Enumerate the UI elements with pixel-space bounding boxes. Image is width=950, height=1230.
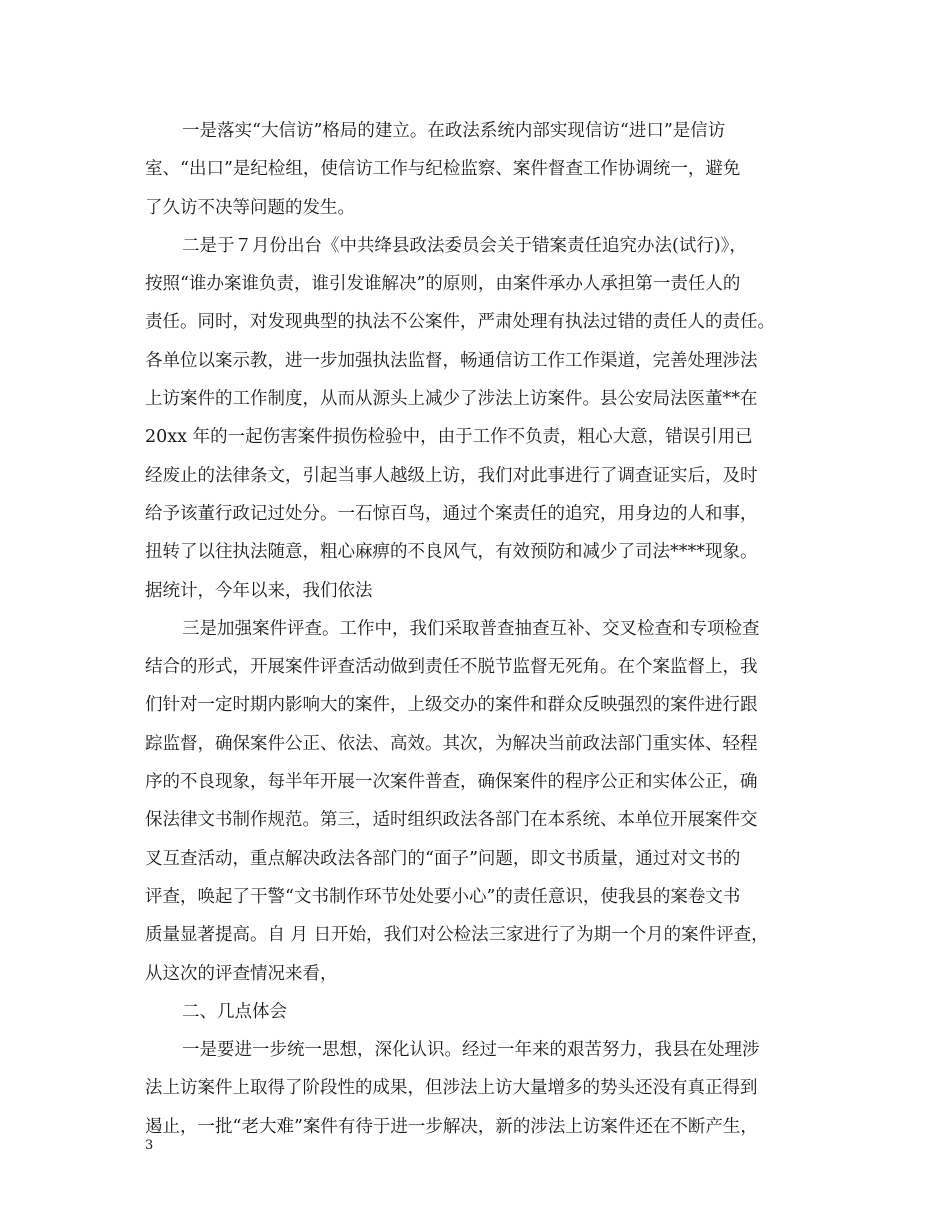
paragraph-line: 按照“谁办案谁负责，谁引发谁解决”的原则，由案件承办人承担第一责任人的 <box>145 274 741 295</box>
paragraph-line: 保法律文书制作规范。第三，适时组织政法各部门在本系统、本单位开展案件交 <box>145 810 758 831</box>
paragraph-line: 给予该董行政记过处分。一石惊百鸟，通过个案责任的追究，用身边的人和事， <box>145 503 758 524</box>
paragraph-line: 责任。同时，对发现典型的执法不公案件，严肃处理有执法过错的责任人的责任。 <box>145 312 775 333</box>
paragraph-line: 序的不良现象，每半年开展一次案件普查，确保案件的程序公正和实体公正，确 <box>145 772 758 793</box>
paragraph-line: 结合的形式，开展案件评查活动做到责任不脱节监督无死角。在个案监督上，我 <box>145 657 758 678</box>
paragraph-line: 评查，唤起了干警“文书制作环节处处要小心”的责任意识，使我县的案卷文书 <box>145 886 741 907</box>
paragraph-line: 法上访案件上取得了阶段性的成果，但涉法上访大量增多的势头还没有真正得到 <box>145 1078 758 1099</box>
paragraph-line: 上访案件的工作制度，从而从源头上减少了涉法上访案件。县公安局法医董**在 <box>145 389 758 410</box>
paragraph-line: 一是落实“大信访”格局的建立。在政法系统内部实现信访“进口”是信访 <box>182 121 726 141</box>
paragraph-line: 们针对一定时期内影响大的案件，上级交办的案件和群众反映强烈的案件进行跟 <box>145 695 758 716</box>
paragraph-line: 室、“出口”是纪检组，使信访工作与纪检监察、案件督查工作协调统一，避免 <box>145 159 741 180</box>
paragraph-line: 二是于７月份出台《中共绛县政法委员会关于错案责任追究办法(试行)》， <box>182 235 747 256</box>
paragraph-line: 扭转了以往执法随意，粗心麻痹的不良风气，有效预防和减少了司法****现象。 <box>145 542 758 563</box>
paragraph-line: 据统计，今年以来，我们依法 <box>145 580 373 601</box>
paragraph-line: 各单位以案示教，进一步加强执法监督，畅通信访工作工作渠道，完善处理涉法 <box>145 350 758 371</box>
page-number: 3 <box>145 1138 154 1153</box>
paragraph-line: 20xx 年的一起伤害案件损伤检验中，由于工作不负责，粗心大意，错误引用已 <box>145 427 753 448</box>
section-heading: 二、几点体会 <box>182 1001 287 1022</box>
paragraph-line: 叉互查活动，重点解决政法各部门的“面子”问题，即文书质量，通过对文书的 <box>145 848 741 869</box>
paragraph-line: 三是加强案件评查。工作中，我们采取普查抽查互补、交叉检查和专项检查 <box>182 618 760 639</box>
paragraph-line: 踪监督，确保案件公正、依法、高效。其次，为解决当前政法部门重实体、轻程 <box>145 733 758 754</box>
paragraph-line: 了久访不决等问题的发生。 <box>145 197 355 218</box>
paragraph-line: 从这次的评查情况来看， <box>145 963 338 984</box>
paragraph-line: 一是要进一步统一思想，深化认识。经过一年来的艰苦努力，我县在处理涉 <box>182 1040 760 1061</box>
paragraph-line: 遏止，一批“老大难”案件有待于进一步解决，新的涉法上访案件还在不断产生， <box>145 1116 758 1137</box>
paragraph-line: 经废止的法律条文，引起当事人越级上访，我们对此事进行了调查证实后，及时 <box>145 465 758 486</box>
paragraph-line: 质量显著提高。自 月 日开始，我们对公检法三家进行了为期一个月的案件评查， <box>145 925 769 946</box>
document-body <box>145 112 805 1146</box>
